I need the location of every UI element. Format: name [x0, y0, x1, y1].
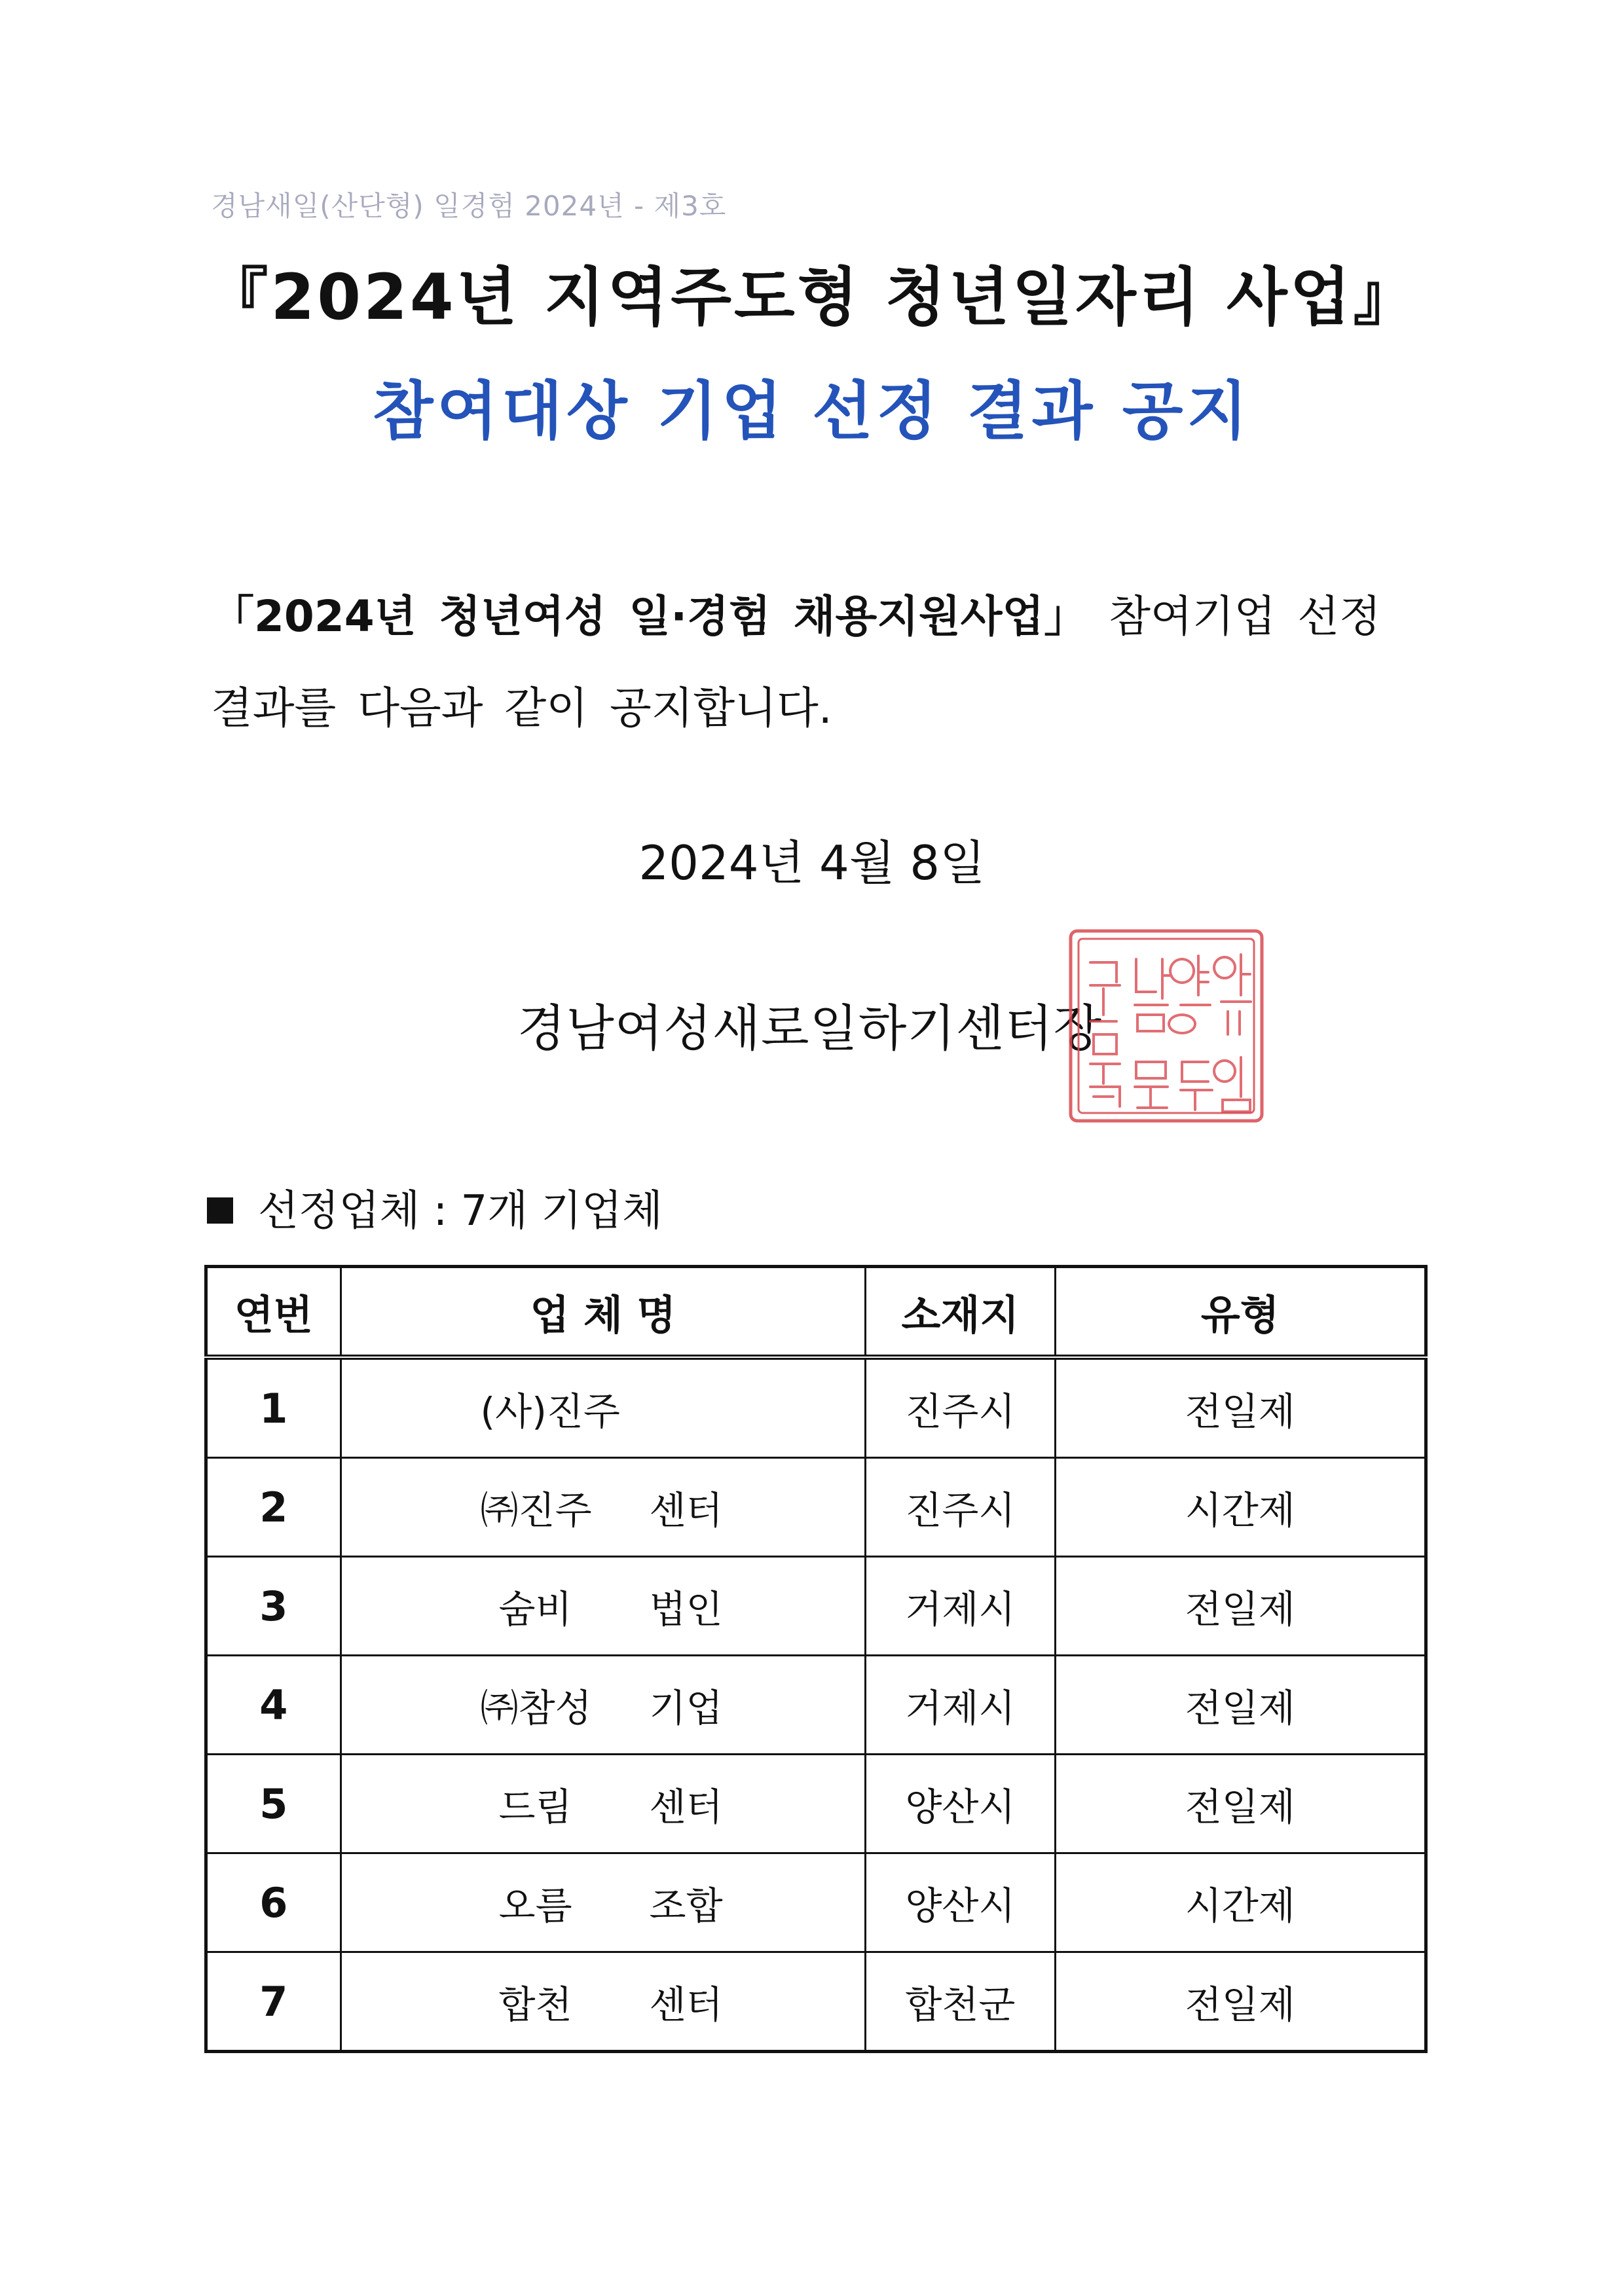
row-no: 4	[206, 1656, 341, 1755]
program-name: 「2024년 청년여성 일·경험 채용지원사업」	[211, 591, 1088, 642]
page-subtitle: 참여대상 기업 선정 결과 공지	[372, 374, 1252, 448]
company-name	[341, 1458, 866, 1557]
table-row	[206, 1853, 1426, 1952]
company-name-part: 센터	[649, 1785, 723, 1829]
table-row	[206, 1357, 1426, 1458]
company-location: 양산시	[866, 1755, 1055, 1853]
company-name-part: (사)진주	[480, 1389, 620, 1434]
table-row	[206, 1755, 1426, 1853]
company-name	[341, 1853, 866, 1952]
row-no: 5	[206, 1755, 341, 1853]
company-name-part: 법인	[649, 1587, 723, 1631]
document-number: 경남새일(산단형) 일경험 2024년 - 제3호	[211, 190, 727, 222]
intro-text: 참여기업 선정 결과를 다음과 같이 공지합니다.	[211, 591, 1381, 733]
table-row	[206, 1952, 1426, 2052]
row-no: 1	[206, 1357, 341, 1458]
company-name-part: 조합	[649, 1884, 723, 1928]
notice-date: 2024년 4월 8일	[638, 835, 986, 890]
employment-type: 시간제	[1055, 1853, 1426, 1952]
company-name	[341, 1656, 866, 1755]
selection-results-table	[204, 1265, 1428, 2053]
employment-type: 전일제	[1055, 1755, 1426, 1853]
table-row	[206, 1458, 1426, 1557]
company-name-part: 오름	[498, 1884, 572, 1928]
table-row	[206, 1557, 1426, 1656]
company-name	[341, 1557, 866, 1656]
row-no: 2	[206, 1458, 341, 1557]
employment-type: 시간제	[1055, 1458, 1426, 1557]
company-location: 양산시	[866, 1853, 1055, 1952]
company-name-part: 기업	[649, 1686, 723, 1730]
header-company-name: 업 체 명	[341, 1267, 866, 1358]
company-location: 합천군	[866, 1952, 1055, 2052]
intro-paragraph	[211, 571, 1442, 754]
company-name	[341, 1755, 866, 1853]
company-name-part: ㈜참성	[480, 1686, 592, 1730]
company-name-part: 숨비	[498, 1587, 572, 1631]
company-name-part: 센터	[649, 1982, 723, 2027]
employment-type: 전일제	[1055, 1952, 1426, 2052]
header-type: 유형	[1055, 1267, 1426, 1358]
table-row	[206, 1656, 1426, 1755]
company-name-part: 합천	[498, 1982, 572, 2027]
header-location: 소재지	[866, 1267, 1055, 1358]
company-name	[341, 1357, 866, 1458]
employment-type: 전일제	[1055, 1656, 1426, 1755]
company-location: 진주시	[866, 1357, 1055, 1458]
row-no: 7	[206, 1952, 341, 2052]
row-no: 6	[206, 1853, 341, 1952]
company-location: 거제시	[866, 1656, 1055, 1755]
company-location: 거제시	[866, 1557, 1055, 1656]
company-name-part: 센터	[649, 1488, 723, 1533]
employment-type: 전일제	[1055, 1557, 1426, 1656]
company-location: 진주시	[866, 1458, 1055, 1557]
issuer-name: 경남여성새로일하기센터장	[517, 999, 1102, 1057]
company-name-part: 드림	[498, 1785, 572, 1829]
section-label-text: 선정업체 : 7개 기업체	[258, 1187, 663, 1235]
square-bullet-icon	[207, 1197, 233, 1224]
table-header-row	[206, 1267, 1426, 1358]
header-no: 연번	[206, 1267, 341, 1358]
company-name	[341, 1952, 866, 2052]
company-name-part: ㈜진주	[480, 1488, 592, 1533]
employment-type: 전일제	[1055, 1357, 1426, 1458]
section-label	[207, 1177, 663, 1237]
official-seal-stamp	[1064, 923, 1270, 1129]
row-no: 3	[206, 1557, 341, 1656]
page-title: 『2024년 지역주도형 청년일자리 사업』	[205, 261, 1419, 334]
